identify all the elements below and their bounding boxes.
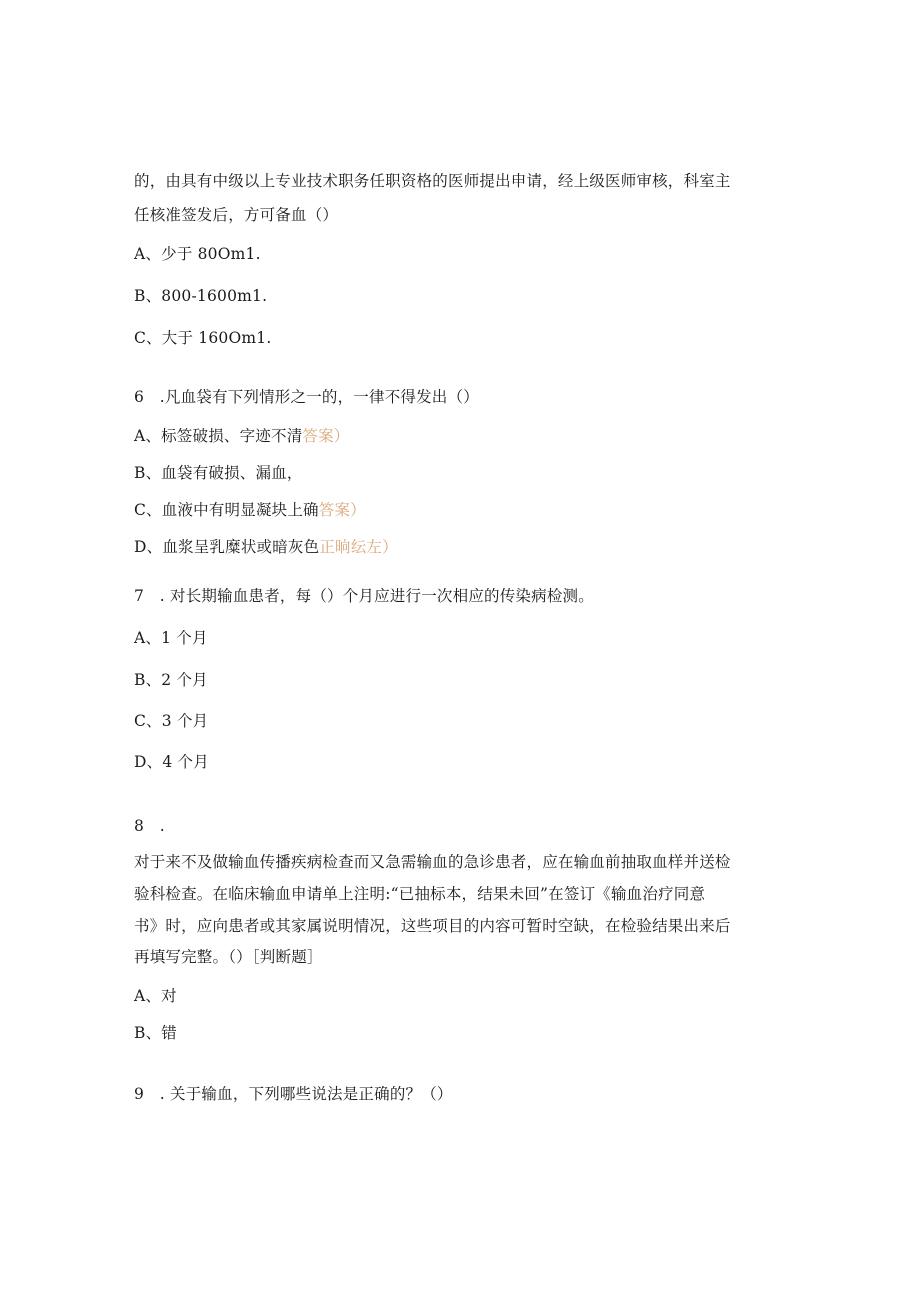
q5-option-a: A、少于 80Om1. xyxy=(134,245,261,263)
q5-stem-line-2: 任核准签发后，方可备血（） xyxy=(134,206,339,224)
q6-option-b xyxy=(134,463,303,483)
q6-option-c-answer-note: 答案） xyxy=(318,501,366,519)
q6-option-b-text: B、血袋有破损、漏血， xyxy=(134,464,303,482)
q5-option-b: B、800-1600m1. xyxy=(134,287,268,305)
q6-option-d-answer-note: 正晌纭左） xyxy=(319,538,398,556)
q7-option-c: C、3 个月 xyxy=(134,712,209,730)
q8-stem-line-2: 验科检查。在临床输血申请单上注明:“已抽标本，结果未回”在签订《输血治疗同意 xyxy=(134,885,706,903)
q6-option-c-text: C、血液中有明显凝块上确 xyxy=(134,501,319,519)
q7-stem: 7 . 对长期输血患者，每（）个月应进行一次相应的传染病检测。 xyxy=(134,587,594,605)
q8-option-b: B、错 xyxy=(134,1024,177,1042)
q5-option-c: C、大于 160Om1. xyxy=(134,329,272,347)
q7-option-d: D、4 个月 xyxy=(134,753,209,771)
q6-option-a xyxy=(134,426,350,446)
q8-stem-line-3: 书》时，应向患者或其家属说明情况，这些项目的内容可暂时空缺，在检验结果出来后 xyxy=(134,917,731,935)
q9-stem: 9 . 关于输血，下列哪些说法是正确的？（） xyxy=(134,1085,453,1103)
q5-stem-line-1: 的，由具有中级以上专业技术职务任职资格的医师提出申请，经上级医师审核，科室主 xyxy=(134,172,731,190)
q8-stem-line-1: 对于来不及做输血传播疾病检查而又急需输血的急诊患者，应在输血前抽取血样并送检 xyxy=(134,853,731,871)
q6-stem: 6 .凡血袋有下列情形之一的，一律不得发出（） xyxy=(134,388,479,406)
q6-option-a-answer-note: 答案） xyxy=(302,427,350,445)
q6-option-a-text: A、标签破损、字迹不清 xyxy=(134,427,303,445)
q6-option-c xyxy=(134,500,366,520)
q6-option-d xyxy=(134,537,398,557)
q7-option-b: B、2 个月 xyxy=(134,671,208,689)
q6-option-d-text: D、血浆呈乳糜状或暗灰色 xyxy=(134,538,320,556)
q8-stem-line-4: 再填写完整。（）［判断题］ xyxy=(134,948,323,966)
q8-number: 8 . xyxy=(134,817,165,835)
q8-option-a: A、对 xyxy=(134,987,177,1005)
q7-option-a: A、1 个月 xyxy=(134,629,208,647)
